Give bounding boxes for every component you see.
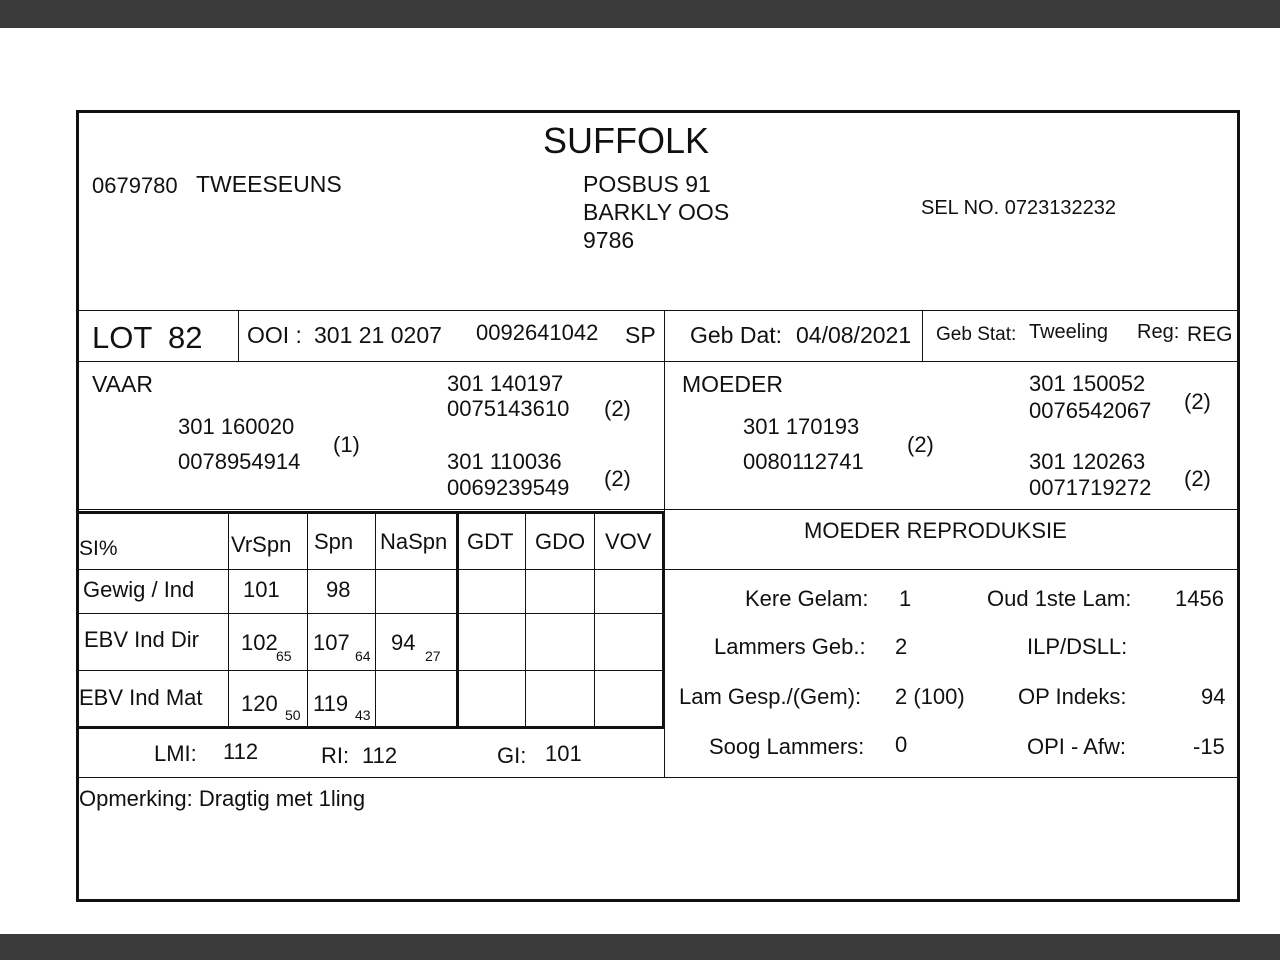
vaar-dam-mark: (2) xyxy=(604,466,631,491)
geb-dat: 04/08/2021 xyxy=(796,322,912,348)
address-line-3: 9786 xyxy=(583,227,635,253)
bottom-bar xyxy=(0,934,1280,960)
geb-stat: Tweeling xyxy=(1029,321,1108,343)
row-line-2 xyxy=(78,361,1238,362)
vaar-dam-id: 301 110036 xyxy=(447,449,562,474)
ebv-dir-spn: 107 xyxy=(313,630,350,655)
lot-number: 82 xyxy=(168,320,203,355)
soog-label: Soog Lammers: xyxy=(709,734,865,759)
reg: REG xyxy=(1187,323,1233,346)
si-row-line-2 xyxy=(78,670,664,671)
lam-gesp-label: Lam Gesp./(Gem): xyxy=(679,684,862,709)
gdt-header: GDT xyxy=(467,529,514,554)
vrspn-header: VrSpn xyxy=(231,532,292,557)
ebv-mat-spn-sub: 43 xyxy=(355,707,371,723)
si-row-line-1 xyxy=(78,613,664,614)
gebstat-divider xyxy=(922,310,923,362)
frame-bottom xyxy=(76,899,1240,902)
ebv-dir-vrspn-sub: 65 xyxy=(276,648,292,664)
geb-dat-label: Geb Dat: xyxy=(690,322,783,348)
moeder-sire-id: 301 150052 xyxy=(1029,371,1146,396)
moeder-code: 0080112741 xyxy=(743,449,864,474)
kere-gelam-value: 1 xyxy=(899,586,912,611)
opi-label: OPI - Afw: xyxy=(1027,734,1127,759)
ebv-dir-vrspn: 102 xyxy=(241,630,278,655)
vaar-code: 0078954914 xyxy=(178,449,301,474)
moeder-dam-code: 0071719272 xyxy=(1029,475,1152,500)
owner-name: TWEESEUNS xyxy=(196,171,342,197)
frame-right xyxy=(1237,110,1240,902)
si-col-3 xyxy=(375,512,376,728)
si-col-5 xyxy=(525,512,526,728)
oud-label: Oud 1ste Lam: xyxy=(987,586,1132,611)
repro-title-line xyxy=(664,569,1238,570)
si-col-7 xyxy=(662,512,665,728)
ilp-label: ILP/DSLL: xyxy=(1027,634,1128,659)
vaar-sire-code: 0075143610 xyxy=(447,396,570,421)
ebv-dir-naspn: 94 xyxy=(391,630,416,655)
address-line-1: POSBUS 91 xyxy=(583,171,711,197)
ebv-mat-spn: 119 xyxy=(313,691,349,716)
lammers-geb-value: 2 xyxy=(895,634,908,659)
row-line-4 xyxy=(78,777,1238,778)
si-col-2 xyxy=(307,512,308,728)
vaar-id: 301 160020 xyxy=(178,414,295,439)
spn-header: Spn xyxy=(314,529,354,554)
ri-label: RI: xyxy=(321,743,350,768)
lmi-value: 112 xyxy=(223,739,259,764)
breed-title: SUFFOLK xyxy=(543,120,710,161)
geb-stat-label: Geb Stat: xyxy=(936,324,1017,345)
vaar-label: VAAR xyxy=(92,371,153,397)
ri-value: 112 xyxy=(362,743,398,768)
gi-label: GI: xyxy=(497,743,527,768)
frame-top xyxy=(76,110,1240,113)
row-line-1 xyxy=(78,310,1238,311)
lot-divider xyxy=(238,310,239,362)
gewig-vrspn: 101 xyxy=(243,577,280,602)
oud-value: 1456 xyxy=(1175,586,1224,611)
moeder-label: MOEDER xyxy=(682,371,783,397)
sel-no: SEL NO. 0723132232 xyxy=(921,197,1116,219)
si-col-6 xyxy=(594,512,595,728)
moeder-sire-mark: (2) xyxy=(1184,389,1211,414)
si-header-line xyxy=(78,569,664,570)
moeder-dam-mark: (2) xyxy=(1184,466,1211,491)
ooi-label: OOI : xyxy=(247,322,302,348)
si-bottom-line xyxy=(78,726,664,729)
ebv-mat-vrspn-sub: 50 xyxy=(285,707,301,723)
vaar-sire-mark: (2) xyxy=(604,396,631,421)
op-label: OP Indeks: xyxy=(1018,684,1127,709)
frame-left xyxy=(76,110,79,902)
vaar-dam-code: 0069239549 xyxy=(447,475,570,500)
moeder-sire-code: 0076542067 xyxy=(1029,398,1152,423)
gi-value: 101 xyxy=(545,741,582,766)
gdo-header: GDO xyxy=(535,529,586,554)
owner-id: 0679780 xyxy=(92,173,178,198)
ooi-id: 301 21 0207 xyxy=(314,322,442,348)
naspn-header: NaSpn xyxy=(380,529,448,554)
kere-gelam-label: Kere Gelam: xyxy=(745,586,869,611)
vov-header: VOV xyxy=(605,529,652,554)
opmerking: Opmerking: Dragtig met 1ling xyxy=(79,786,366,811)
lmi-label: LMI: xyxy=(154,741,197,766)
vaar-sire-id: 301 140197 xyxy=(447,371,564,396)
si-col-4 xyxy=(456,512,459,728)
lot-label: LOT xyxy=(92,320,153,355)
op-value: 94 xyxy=(1201,684,1226,709)
ooi-code: 0092641042 xyxy=(476,320,599,345)
row-line-3 xyxy=(78,509,1238,510)
repro-title: MOEDER REPRODUKSIE xyxy=(804,518,1067,543)
si-top-line xyxy=(78,511,664,514)
lam-gesp-value: 2 (100) xyxy=(895,684,965,709)
address-line-2: BARKLY OOS xyxy=(583,199,730,225)
vaar-mark: (1) xyxy=(333,432,360,457)
soog-value: 0 xyxy=(895,732,908,757)
ebv-dir-spn-sub: 64 xyxy=(355,648,371,664)
ebv-mat-vrspn: 120 xyxy=(241,691,278,716)
opi-value: -15 xyxy=(1193,734,1225,759)
moeder-mark: (2) xyxy=(907,432,934,457)
lammers-geb-label: Lammers Geb.: xyxy=(714,634,866,659)
gewig-spn: 98 xyxy=(326,577,351,602)
reg-label: Reg: xyxy=(1137,321,1180,343)
top-bar xyxy=(0,0,1280,28)
ebv-mat-label: EBV Ind Mat xyxy=(79,685,203,710)
si-header: SI% xyxy=(79,537,118,560)
ooi-suffix: SP xyxy=(625,322,656,348)
gewig-label: Gewig / Ind xyxy=(83,577,195,602)
moeder-dam-id: 301 120263 xyxy=(1029,449,1146,474)
ebv-dir-naspn-sub: 27 xyxy=(425,648,441,664)
moeder-id: 301 170193 xyxy=(743,414,860,439)
si-col-1 xyxy=(228,512,229,728)
ebv-dir-label: EBV Ind Dir xyxy=(84,627,199,652)
